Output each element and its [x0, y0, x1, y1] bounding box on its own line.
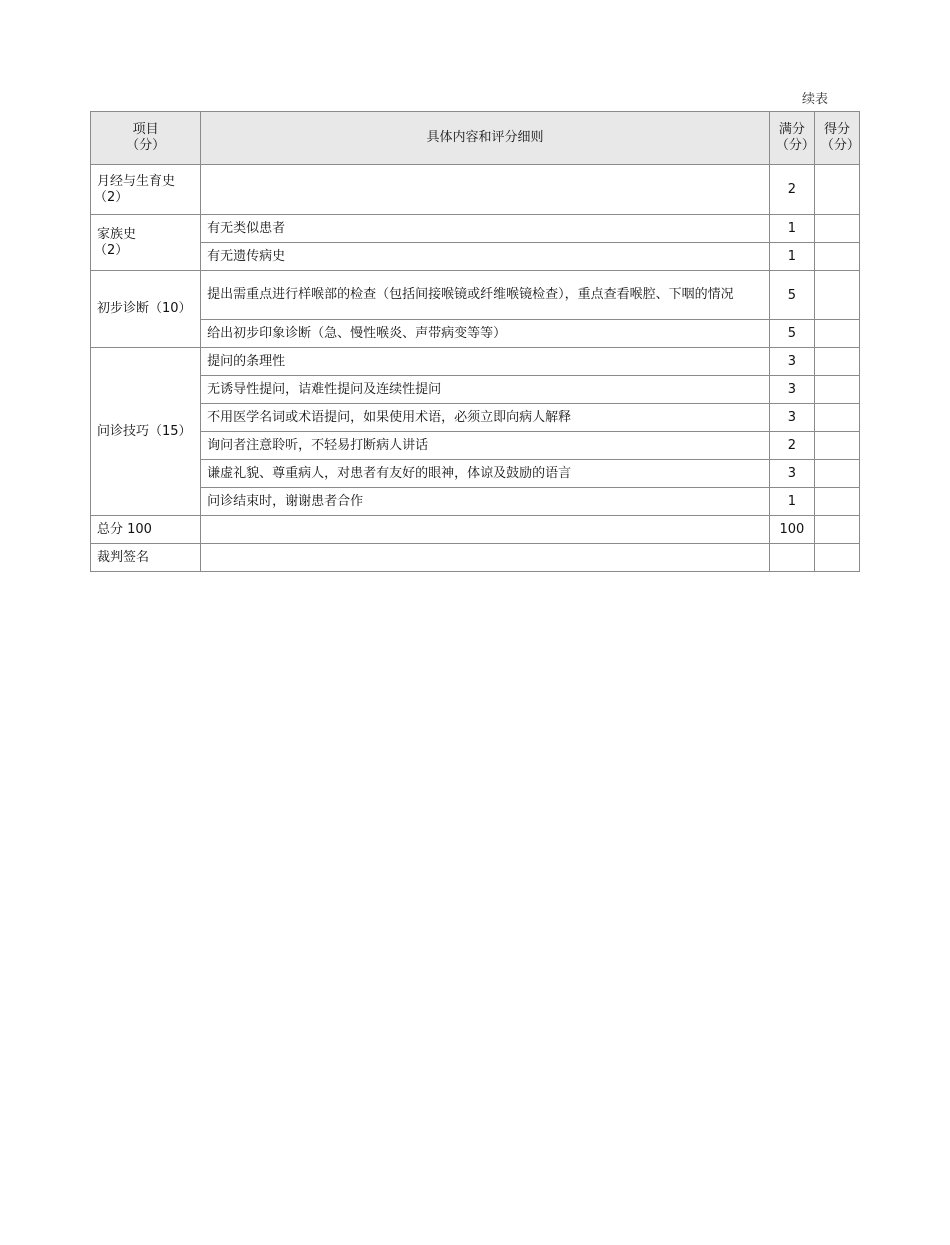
full-score-cell: 5 [769, 271, 814, 320]
got-score-cell[interactable] [814, 320, 859, 348]
full-score-cell: 1 [769, 243, 814, 271]
section-label-menstrual [91, 165, 201, 215]
got-score-cell[interactable] [814, 271, 859, 320]
content-cell [201, 516, 770, 544]
section-label-line1: 月经与生育史 [97, 173, 176, 189]
content-cell: 谦虚礼貌、尊重病人，对患者有友好的眼神，体谅及鼓励的语言 [201, 460, 770, 488]
got-score-cell[interactable] [814, 215, 859, 243]
table-row [91, 488, 860, 516]
content-cell [201, 165, 770, 215]
continuation-label: 续表 [802, 92, 829, 107]
header-content: 具体内容和评分细则 [201, 112, 770, 165]
table-row [91, 460, 860, 488]
content-cell: 提问的条理性 [201, 348, 770, 376]
got-score-cell[interactable] [814, 165, 859, 215]
total-label: 总分 100 [91, 516, 201, 544]
full-score-cell: 1 [769, 215, 814, 243]
header-row [91, 112, 860, 165]
empty-cell [769, 544, 814, 572]
table-row [91, 215, 860, 243]
got-score-cell[interactable] [814, 404, 859, 432]
header-full-line2: （分） [775, 138, 815, 153]
content-cell: 询问者注意聆听，不轻易打断病人讲话 [201, 432, 770, 460]
content-cell: 给出初步印象诊断（急、慢性喉炎、声带病变等等） [201, 320, 770, 348]
scoring-table [90, 111, 860, 572]
got-score-cell[interactable] [814, 243, 859, 271]
header-item [91, 112, 201, 165]
content-cell: 提出需重点进行样喉部的检查（包括间接喉镜或纤维喉镜检查），重点查看喉腔、下咽的情况 [201, 271, 770, 320]
table-row [91, 404, 860, 432]
section-label-skills: 问诊技巧（15） [91, 348, 201, 516]
table-row [91, 243, 860, 271]
full-score-cell: 5 [769, 320, 814, 348]
content-cell: 不用医学名词或术语提问，如果使用术语，必须立即向病人解释 [201, 404, 770, 432]
header-got-line1: 得分 [823, 122, 850, 137]
content-cell: 有无遗传病史 [201, 243, 770, 271]
table-row [91, 165, 860, 215]
judge-signature-row [91, 544, 860, 572]
total-got-score-cell[interactable] [814, 516, 859, 544]
got-score-cell[interactable] [814, 460, 859, 488]
section-label-line2: （2） [94, 189, 129, 205]
section-label-diagnosis: 初步诊断（10） [91, 271, 201, 348]
section-label-family [91, 215, 201, 271]
empty-cell [814, 544, 859, 572]
judge-signature-label: 裁判签名 [91, 544, 201, 572]
content-cell: 无诱导性提问，诘难性提问及连续性提问 [201, 376, 770, 404]
content-cell: 有无类似患者 [201, 215, 770, 243]
total-row [91, 516, 860, 544]
header-got-score [814, 112, 859, 165]
judge-signature-field[interactable] [201, 544, 770, 572]
got-score-cell[interactable] [814, 348, 859, 376]
full-score-cell: 3 [769, 376, 814, 404]
got-score-cell[interactable] [814, 376, 859, 404]
full-score-cell: 3 [769, 460, 814, 488]
full-score-cell: 1 [769, 488, 814, 516]
table-row [91, 348, 860, 376]
full-score-cell: 2 [769, 165, 814, 215]
table-row [91, 376, 860, 404]
full-score-cell: 3 [769, 348, 814, 376]
section-label-line1: 家族史 [97, 226, 137, 242]
header-full-score [769, 112, 814, 165]
header-full-line1: 满分 [778, 122, 805, 137]
table-row [91, 320, 860, 348]
header-item-line2: （分） [126, 138, 166, 153]
got-score-cell[interactable] [814, 488, 859, 516]
header-got-line2: （分） [820, 138, 860, 153]
section-label-line2: （2） [94, 242, 129, 258]
got-score-cell[interactable] [814, 432, 859, 460]
full-score-cell: 2 [769, 432, 814, 460]
content-cell: 问诊结束时，谢谢患者合作 [201, 488, 770, 516]
table-row [91, 271, 860, 320]
total-full-score: 100 [769, 516, 814, 544]
full-score-cell: 3 [769, 404, 814, 432]
header-item-line1: 项目 [132, 122, 159, 137]
table-row [91, 432, 860, 460]
